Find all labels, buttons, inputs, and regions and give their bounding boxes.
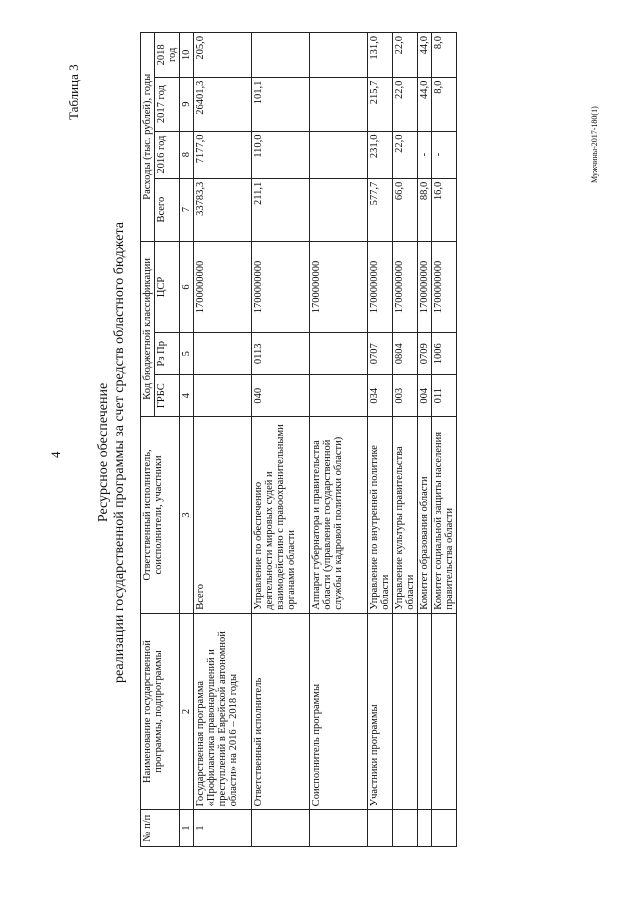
colnum: 7	[180, 178, 194, 241]
cell-total: 211,1	[252, 178, 310, 241]
table-label: Таблица 3	[66, 64, 81, 120]
cell-csr: 1700000000	[194, 241, 252, 333]
header-responsible: Ответственный исполнитель, соисполнители, участники	[141, 417, 180, 614]
header-rzpr: Рз Пр	[155, 333, 180, 375]
colnum: 6	[180, 241, 194, 333]
cell-csr: 1700000000	[432, 241, 457, 333]
cell-csr: 1700000000	[368, 241, 393, 333]
cell-grbs: 011	[432, 375, 457, 417]
cell-rzpr	[310, 333, 368, 375]
cell-rzpr: 0113	[252, 333, 310, 375]
cell-2018	[252, 33, 310, 78]
cell-responsible: Всего	[194, 417, 252, 614]
cell-grbs: 003	[393, 375, 418, 417]
cell-responsible: Комитет социальной защиты населения правительства области	[432, 417, 457, 614]
cell-2016: 231,0	[368, 131, 393, 178]
cell-grbs: 034	[368, 375, 393, 417]
header-2018: 2018 год	[155, 33, 180, 78]
cell-2018	[310, 33, 368, 78]
cell-csr: 1700000000	[418, 241, 432, 333]
colnum: 9	[180, 77, 194, 131]
resource-table	[140, 32, 457, 847]
colnum: 2	[180, 613, 194, 810]
cell-2018: 205,0	[194, 33, 252, 78]
cell-num	[393, 810, 418, 847]
cell-num	[252, 810, 310, 847]
colnum: 5	[180, 333, 194, 375]
table-row	[393, 33, 418, 847]
cell-num	[418, 810, 432, 847]
cell-rzpr: 0707	[368, 333, 393, 375]
header-budget-code: Код бюджетной классификации	[141, 241, 155, 417]
header-csr: ЦСР	[155, 241, 180, 333]
cell-responsible: Комитет образования области	[418, 417, 432, 614]
header-grbs: ГРБС	[155, 375, 180, 417]
colnum: 1	[180, 810, 194, 847]
cell-total	[310, 178, 368, 241]
table-row	[310, 33, 368, 847]
cell-2017: 8,0	[432, 77, 457, 131]
document-title: Ресурсное обеспечение	[96, 382, 111, 523]
cell-name: Государственная программа «Профилактика правонарушений и преступлений в Еврейской автономной области» на 2016 – 2018 годы	[194, 613, 252, 810]
cell-2017: 22,0	[393, 77, 418, 131]
footer-code: Мужчины-2017-180(1)	[590, 106, 599, 183]
cell-grbs	[310, 375, 368, 417]
cell-total: 66,0	[393, 178, 418, 241]
cell-csr: 1700000000	[252, 241, 310, 333]
cell-2017: 101,1	[252, 77, 310, 131]
cell-2018: 22,0	[393, 33, 418, 78]
cell-csr: 1700000000	[393, 241, 418, 333]
cell-total: 33783,3	[194, 178, 252, 241]
cell-rzpr: 1006	[432, 333, 457, 375]
document-subtitle: реализации государственной программы за счет средств областного бюджета	[112, 221, 127, 684]
cell-responsible: Управление по обеспечению деятельности мировых судей и взаимодействию с правоохранительными органами области	[252, 417, 310, 614]
cell-responsible: Управление культуры правительства области	[393, 417, 418, 614]
cell-name: Ответственный исполнитель	[252, 613, 310, 810]
table-row	[252, 33, 310, 847]
cell-2017: 44,0	[418, 77, 432, 131]
cell-2017: 26401,3	[194, 77, 252, 131]
colnum: 4	[180, 375, 194, 417]
cell-num	[368, 810, 393, 847]
cell-2016: 22,0	[393, 131, 418, 178]
cell-grbs: 004	[418, 375, 432, 417]
cell-name	[393, 613, 418, 810]
cell-name: Участники программы	[368, 613, 393, 810]
cell-2017	[310, 77, 368, 131]
cell-2018: 8,0	[432, 33, 457, 78]
cell-2016: 7177,0	[194, 131, 252, 178]
cell-total: 88,0	[418, 178, 432, 241]
table-row	[432, 33, 457, 847]
cell-num	[310, 810, 368, 847]
cell-name	[418, 613, 432, 810]
cell-csr: 1700000000	[310, 241, 368, 333]
cell-2016: -	[418, 131, 432, 178]
colnum: 3	[180, 417, 194, 614]
cell-total: 16,0	[432, 178, 457, 241]
colnum: 8	[180, 131, 194, 178]
table-row	[418, 33, 432, 847]
cell-2016: -	[432, 131, 457, 178]
header-num: № п/п	[141, 810, 180, 847]
cell-grbs: 040	[252, 375, 310, 417]
header-expenses: Расходы (тыс. рублей), годы	[141, 33, 155, 242]
cell-rzpr	[194, 333, 252, 375]
cell-name	[432, 613, 457, 810]
colnum: 10	[180, 33, 194, 78]
cell-2018: 131,0	[368, 33, 393, 78]
table-row	[194, 33, 252, 847]
cell-2016	[310, 131, 368, 178]
cell-2017: 215,7	[368, 77, 393, 131]
cell-responsible: Аппарат губернатора и правительства области (управление государственной службы и кадровой политики области)	[310, 417, 368, 614]
cell-responsible: Управление по внутренней политике области	[368, 417, 393, 614]
cell-name: Соисполнитель программы	[310, 613, 368, 810]
cell-num	[432, 810, 457, 847]
page-number: 4	[48, 451, 63, 458]
cell-total: 577,7	[368, 178, 393, 241]
header-2016: 2016 год	[155, 131, 180, 178]
cell-2018: 44,0	[418, 33, 432, 78]
cell-num: 1	[194, 810, 252, 847]
cell-2016: 110,0	[252, 131, 310, 178]
header-total: Всего	[155, 178, 180, 241]
cell-grbs	[194, 375, 252, 417]
cell-rzpr: 0709	[418, 333, 432, 375]
header-name: Наименование государственной программы, подпрограммы	[141, 613, 180, 810]
table-row	[368, 33, 393, 847]
header-2017: 2017 год	[155, 77, 180, 131]
cell-rzpr: 0804	[393, 333, 418, 375]
